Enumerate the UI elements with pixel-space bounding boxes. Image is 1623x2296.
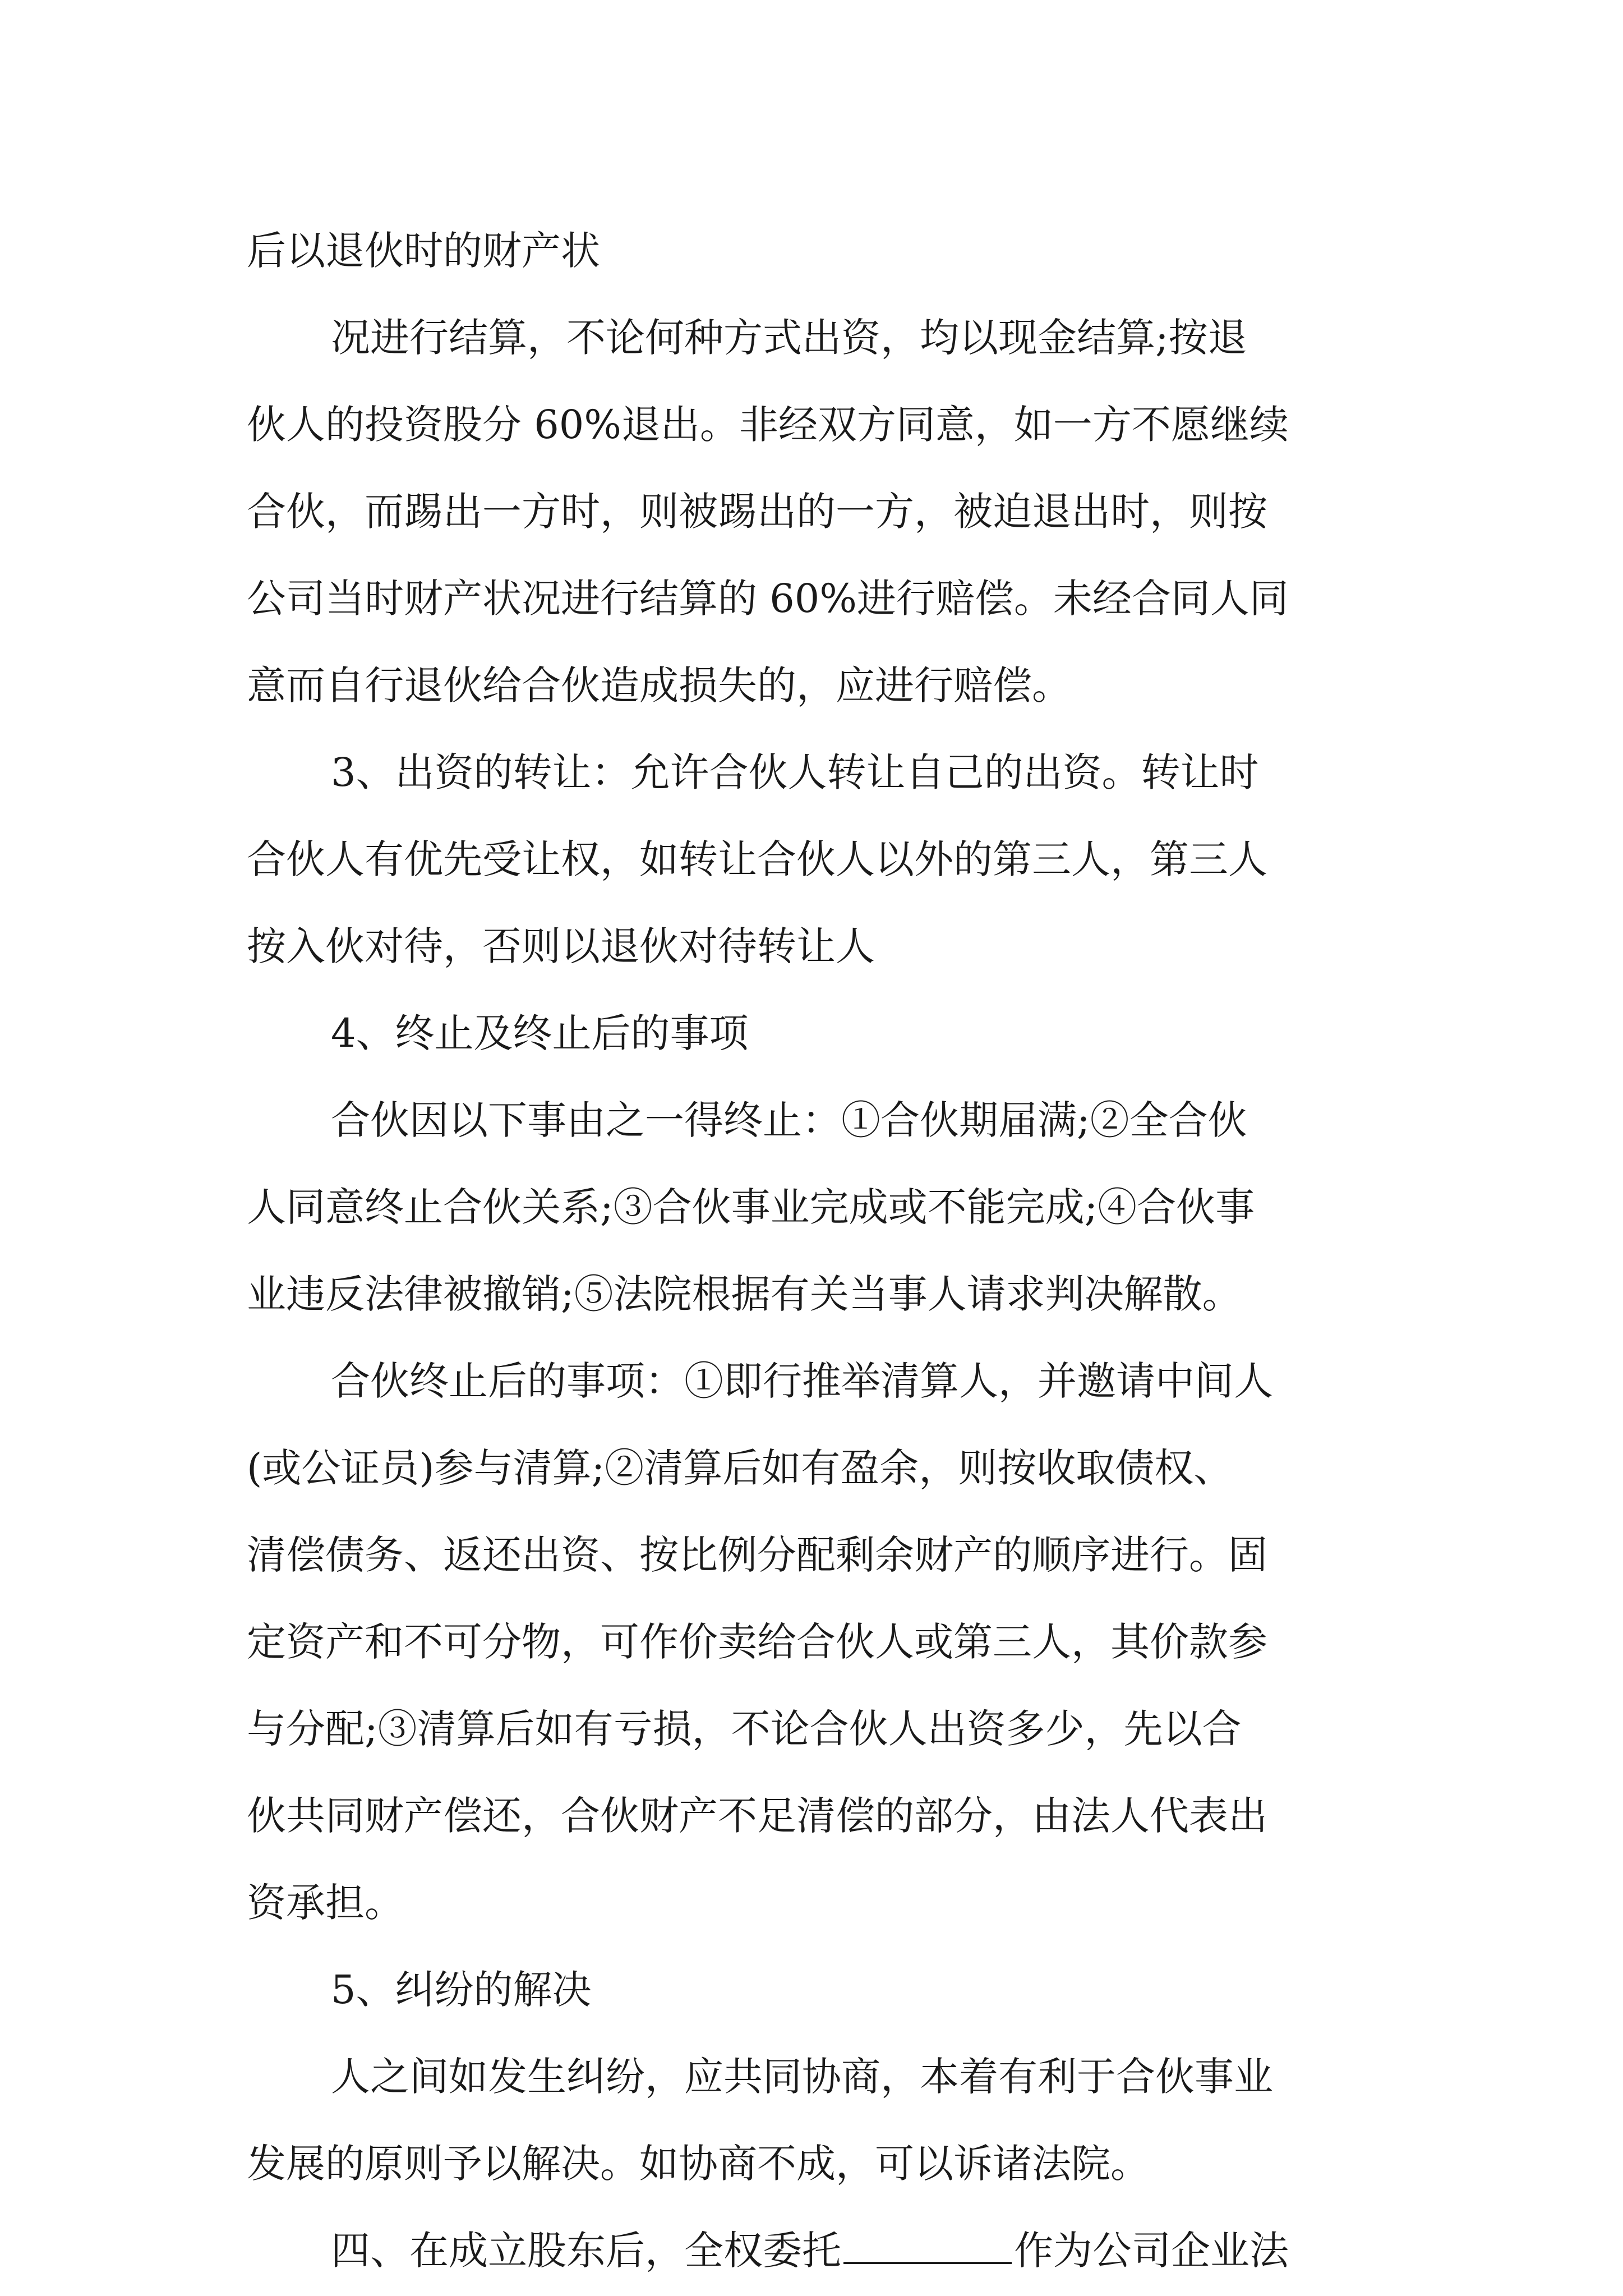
text-line: 按入伙对待，否则以退伙对待转让人	[247, 923, 875, 969]
text-line: 伙人的投资股分 60%退出。非经双方同意，如一方不愿继续	[247, 402, 1289, 448]
text-line: 业违反法律被撤销;⑤法院根据有关当事人请求判决解散。	[247, 1271, 1242, 1317]
text-line: 意而自行退伙给合伙造成损失的，应进行赔偿。	[247, 662, 1071, 708]
section-heading: 5、纠纷的解决	[331, 1967, 592, 2013]
text-line: 合伙人有优先受让权，如转让合伙人以外的第三人，第三人	[247, 836, 1267, 882]
paragraph-line	[247, 2207, 1385, 2294]
text-line: 清偿债务、返还出资、按比例分配剩余财产的顺序进行。固	[247, 1532, 1267, 1578]
document-body	[247, 208, 1385, 2294]
text-line: 合伙，而踢出一方时，则被踢出的一方，被迫退出时，则按	[247, 489, 1267, 535]
clause-text-after-blank: 作为公司企业法	[1014, 2228, 1289, 2274]
text-line: 后以退伙时的财产状	[247, 228, 600, 274]
text-line: 人同意终止合伙关系;③合伙事业完成或不能完成;④合伙事	[247, 1184, 1255, 1230]
clause-text-before-blank: 四、在成立股东后，全权委托	[331, 2228, 841, 2274]
text-line: 定资产和不可分物，可作价卖给合伙人或第三人，其价款参	[247, 1619, 1267, 1665]
section-heading: 4、终止及终止后的事项	[331, 1010, 749, 1056]
paragraph-line: 3、出资的转让：允许合伙人转让自己的出资。转让时	[331, 749, 1259, 795]
paragraph-line: 合伙终止后的事项：①即行推举清算人，并邀请中间人	[331, 1358, 1273, 1404]
text-line: 发展的原则予以解决。如协商不成，可以诉诸法院。	[247, 2141, 1150, 2187]
paragraph-line: 况进行结算，不论何种方式出资，均以现金结算;按退	[331, 315, 1247, 361]
fill-in-blank	[843, 2229, 1012, 2264]
text-line: 资承担。	[247, 1880, 404, 1926]
text-line: 公司当时财产状况进行结算的 60%进行赔偿。未经合同人同	[247, 576, 1289, 622]
paragraph-line: 合伙因以下事由之一得终止：①合伙期届满;②全合伙	[331, 1097, 1247, 1143]
paragraph-line: 人之间如发生纠纷，应共同协商，本着有利于合伙事业	[331, 2054, 1273, 2100]
text-line: 伙共同财产偿还，合伙财产不足清偿的部分，由法人代表出	[247, 1793, 1267, 1839]
text-line: (或公证员)参与清算;②清算后如有盈余，则按收取债权、	[247, 1445, 1233, 1491]
text-line: 与分配;③清算后如有亏损，不论合伙人出资多少，先以合	[247, 1706, 1242, 1752]
